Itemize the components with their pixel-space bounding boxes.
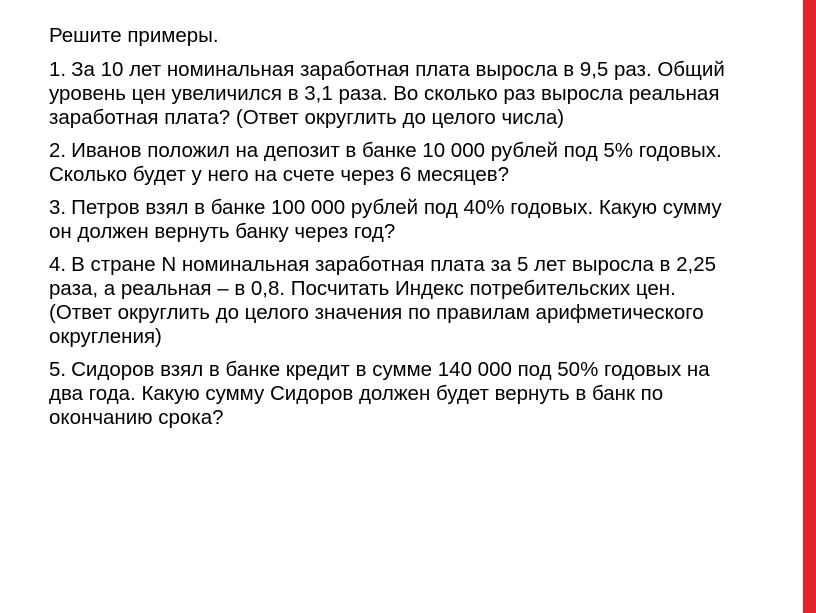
task-number: 1. [49,58,67,81]
task-item-4 [49,253,729,349]
task-number: 2. [49,139,67,162]
task-text: Петров взял в банке 100 000 рублей под 40% годовых. Какую сумму он должен вернуть банку через год? [49,196,722,243]
task-text: За 10 лет номинальная заработная плата выросла в 9,5 раз. Общий уровень цен увеличился в 3,1 раза. Во сколько раз выросла реальная заработная плата? (Ответ округлить до целого числа) [49,58,725,129]
task-text: В стране N номинальная заработная плата за 5 лет выросла в 2,25 раза, а реальная – в 0,8. Посчитать Индекс потребительских цен. (Ответ округлить до целого значения по правилам арифметического округления) [49,253,717,348]
slide-content [49,24,729,439]
task-number: 4. [49,253,67,276]
slide-heading: Решите примеры. [49,24,219,47]
task-number: 3. [49,196,67,219]
task-item-1 [49,58,729,130]
accent-bar [803,0,816,613]
task-item-3 [49,196,729,244]
task-text: Сидоров взял в банке кредит в сумме 140 000 под 50% годовых на два года. Какую сумму Сидоров должен будет вернуть в банк по окончанию срока? [49,358,710,429]
task-number: 5. [49,358,67,381]
task-text: Иванов положил на депозит в банке 10 000 рублей под 5% годовых. Сколько будет у него на счете через 6 месяцев? [49,139,722,186]
task-item-5 [49,358,729,430]
task-item-2 [49,139,729,187]
